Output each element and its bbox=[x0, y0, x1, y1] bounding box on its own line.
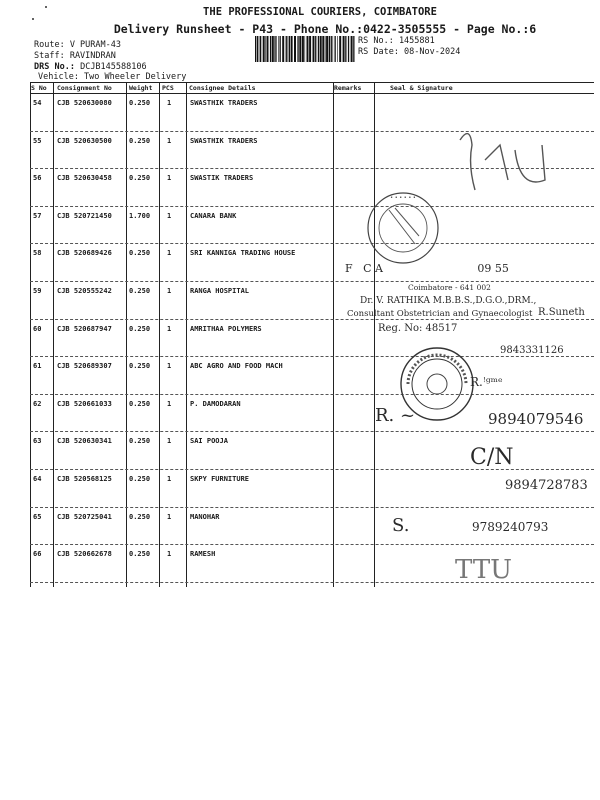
barcode-bar bbox=[333, 36, 334, 62]
barcode-bar bbox=[331, 36, 332, 62]
signature-row62-phone: 9894079546 bbox=[488, 410, 584, 428]
barcode-bar bbox=[257, 36, 258, 62]
cell-consignee: RAMESH bbox=[190, 550, 216, 559]
row-divider bbox=[30, 544, 594, 545]
barcode-bar bbox=[272, 36, 274, 62]
barcode bbox=[255, 36, 355, 62]
cell-sno: 54 bbox=[33, 99, 42, 107]
barcode-bar bbox=[294, 36, 296, 62]
barcode-bar bbox=[267, 36, 269, 62]
barcode-bar bbox=[339, 36, 341, 62]
col-header-seal: Seal & Signature bbox=[390, 84, 453, 92]
cell-pcs: 1 bbox=[167, 99, 172, 107]
row-divider bbox=[30, 243, 594, 244]
vehicle-label: Vehicle: Two Wheeler Delivery bbox=[38, 72, 187, 82]
col-header-weight: Weight bbox=[129, 84, 153, 92]
barcode-bar bbox=[297, 36, 298, 62]
cell-pcs: 1 bbox=[167, 287, 172, 295]
signature-row62-initial: R. ~ bbox=[375, 405, 416, 426]
barcode-bar bbox=[286, 36, 287, 62]
col-header-pcs: PCS bbox=[162, 84, 174, 92]
row-divider bbox=[30, 507, 594, 508]
cell-cno: CJB 520661033 bbox=[57, 399, 112, 408]
row-divider bbox=[30, 281, 594, 282]
cell-weight: 0.250 bbox=[129, 437, 151, 446]
barcode-bar bbox=[289, 36, 290, 62]
barcode-bar bbox=[259, 36, 260, 62]
barcode-bar bbox=[322, 36, 324, 62]
cell-pcs: 1 bbox=[167, 249, 172, 258]
col-divider bbox=[374, 82, 375, 587]
cell-weight: 0.250 bbox=[129, 362, 151, 371]
signature-row65-initial: S. bbox=[392, 515, 410, 536]
route-label: Route: V PURAM-43 bbox=[34, 40, 121, 50]
barcode-bar bbox=[282, 36, 284, 62]
cell-sno: 56 bbox=[33, 174, 42, 183]
cell-sno: 61 bbox=[33, 362, 42, 371]
barcode-bar bbox=[345, 36, 346, 62]
cell-cno: CJB 520630341 bbox=[57, 437, 112, 446]
cell-cno: CJB 520630500 bbox=[57, 136, 112, 145]
cell-consignee: RANGA HOSPITAL bbox=[190, 287, 250, 295]
cell-pcs: 1 bbox=[167, 211, 172, 220]
cell-sno: 57 bbox=[33, 211, 42, 220]
row-divider bbox=[30, 356, 594, 357]
cell-weight: 0.250 bbox=[129, 399, 151, 408]
staff-label: Staff: RAVINDRAN bbox=[34, 51, 116, 61]
barcode-bar bbox=[276, 36, 277, 62]
row-divider bbox=[30, 394, 594, 395]
drs-number bbox=[34, 62, 147, 72]
cell-sno: 60 bbox=[33, 324, 42, 333]
stamp-reg-number: Reg. No: 48517 bbox=[378, 323, 458, 334]
barcode-bar bbox=[318, 36, 319, 62]
barcode-bar bbox=[335, 36, 336, 62]
cell-pcs: 1 bbox=[167, 136, 172, 145]
col-divider bbox=[186, 82, 187, 587]
cell-cno: CJB 520721450 bbox=[57, 211, 112, 220]
cell-consignee: SWASTHIK TRADERS bbox=[190, 99, 258, 107]
cell-cno: CJB 520725041 bbox=[57, 512, 112, 521]
cell-cno: CJB 520687947 bbox=[57, 324, 112, 333]
barcode-bar bbox=[255, 36, 256, 62]
cell-weight: 0.250 bbox=[129, 324, 151, 333]
cell-consignee: ABC AGRO AND FOOD MACH bbox=[190, 362, 283, 371]
cell-sno: 59 bbox=[33, 287, 42, 295]
cell-pcs: 1 bbox=[167, 324, 172, 333]
cell-pcs: 1 bbox=[167, 550, 172, 559]
scan-speck bbox=[32, 18, 34, 20]
signature-row64-phone: 9894728783 bbox=[505, 478, 588, 493]
signature-row63: C/N bbox=[470, 445, 514, 470]
barcode-bar bbox=[270, 36, 271, 62]
signature-row65-phone: 9789240793 bbox=[472, 520, 549, 534]
cell-consignee: SRI KANNIGA TRADING HOUSE bbox=[190, 249, 296, 258]
cell-cno: CJB 520555242 bbox=[57, 287, 112, 295]
stamp-address: Coimbatore - 641 002 bbox=[408, 283, 491, 292]
cell-sno: 63 bbox=[33, 437, 42, 446]
handwritten-stamp-line: F C A 09 55 bbox=[345, 262, 509, 275]
barcode-bar bbox=[263, 36, 265, 62]
barcode-bar bbox=[260, 36, 261, 62]
table-top-border bbox=[30, 82, 594, 83]
barcode-bar bbox=[325, 36, 326, 62]
signature-row66: TTU bbox=[455, 555, 513, 585]
cell-weight: 1.700 bbox=[129, 211, 151, 220]
barcode-bar bbox=[343, 36, 345, 62]
barcode-bar bbox=[280, 36, 281, 62]
cell-weight: 0.250 bbox=[129, 550, 151, 559]
cell-sno: 58 bbox=[33, 249, 42, 258]
barcode-bar bbox=[288, 36, 289, 62]
cell-consignee: AMRITHAA POLYMERS bbox=[190, 324, 262, 333]
col-divider bbox=[159, 82, 160, 587]
cell-sno: 55 bbox=[33, 136, 42, 145]
col-divider bbox=[53, 82, 54, 587]
barcode-bar bbox=[326, 36, 328, 62]
cell-sno: 66 bbox=[33, 550, 42, 559]
cell-consignee: SKPY FURNITURE bbox=[190, 475, 250, 483]
cell-pcs: 1 bbox=[167, 174, 172, 183]
stamp-doctor-name: Dr. V. RATHIKA M.B.B.S.,D.G.O.,DRM., bbox=[360, 296, 537, 306]
cell-cno: CJB 520630458 bbox=[57, 174, 112, 183]
barcode-bar bbox=[265, 36, 266, 62]
cell-pcs: 1 bbox=[167, 512, 172, 521]
cell-pcs: 1 bbox=[167, 475, 172, 483]
barcode-bar bbox=[307, 36, 309, 62]
cell-weight: 0.250 bbox=[129, 136, 151, 145]
company-title: THE PROFESSIONAL COURIERS, COIMBATORE bbox=[203, 6, 437, 18]
rs-number: RS No.: 1455881 bbox=[358, 36, 435, 46]
drs-label: DRS No.: bbox=[34, 62, 75, 72]
barcode-bar bbox=[305, 36, 306, 62]
cell-consignee: SAI POOJA bbox=[190, 437, 228, 446]
col-divider bbox=[30, 82, 31, 587]
row-divider bbox=[30, 431, 594, 432]
barcode-bar bbox=[337, 36, 338, 62]
barcode-bar bbox=[353, 36, 354, 62]
col-divider bbox=[126, 82, 127, 587]
cell-weight: 0.250 bbox=[129, 174, 151, 183]
barcode-bar bbox=[302, 36, 304, 62]
cell-consignee: SWASTIK TRADERS bbox=[190, 174, 254, 183]
barcode-bar bbox=[291, 36, 293, 62]
barcode-bar bbox=[351, 36, 353, 62]
drs-value: DCJB145588106 bbox=[80, 62, 147, 72]
cell-sno: 65 bbox=[33, 512, 42, 521]
cell-consignee: SWASTHIK TRADERS bbox=[190, 136, 258, 145]
cell-cno: CJB 520630080 bbox=[57, 99, 112, 107]
cell-cno: CJB 520568125 bbox=[57, 475, 112, 483]
cell-weight: 0.250 bbox=[129, 249, 151, 258]
col-header-consignee: Consignee Details bbox=[189, 84, 256, 92]
col-header-consignment: Consignment No bbox=[57, 84, 112, 92]
cell-weight: 0.250 bbox=[129, 99, 151, 107]
barcode-bar bbox=[278, 36, 279, 62]
col-header-remarks: Remarks bbox=[334, 84, 362, 92]
barcode-bar bbox=[348, 36, 349, 62]
cell-sno: 62 bbox=[33, 399, 42, 408]
cell-consignee: CANARA BANK bbox=[190, 211, 237, 220]
cell-consignee: P. DAMODARAN bbox=[190, 399, 241, 408]
cell-cno: CJB 520689426 bbox=[57, 249, 112, 258]
barcode-bar bbox=[313, 36, 315, 62]
rs-date: RS Date: 08-Nov-2024 bbox=[358, 47, 461, 57]
cell-sno: 64 bbox=[33, 475, 42, 483]
cell-cno: CJB 520689307 bbox=[57, 362, 112, 371]
signature-scribble bbox=[430, 120, 560, 210]
barcode-bar bbox=[299, 36, 301, 62]
cell-cno: CJB 520662678 bbox=[57, 550, 112, 559]
barcode-bar bbox=[329, 36, 330, 62]
col-header-sno: S No bbox=[31, 84, 47, 92]
cell-pcs: 1 bbox=[167, 437, 172, 446]
cell-pcs: 1 bbox=[167, 399, 172, 408]
header-bottom-border bbox=[30, 93, 594, 94]
signature-row59: R.Suneth bbox=[538, 307, 585, 318]
cell-weight: 0.250 bbox=[129, 287, 151, 295]
signature-row60-phone: 9843331126 bbox=[500, 345, 564, 356]
svg-text:• • • • • •: • • • • • • bbox=[390, 195, 416, 201]
signature-row61: R.ꜝᵍᵐᵉ bbox=[470, 375, 503, 389]
cell-pcs: 1 bbox=[167, 362, 172, 371]
barcode-bar bbox=[320, 36, 322, 62]
stamp-doctor-title: Consultant Obstetrician and Gynaecologist bbox=[347, 309, 533, 319]
col-divider bbox=[333, 82, 334, 587]
cell-weight: 0.250 bbox=[129, 475, 151, 483]
cell-weight: 0.250 bbox=[129, 512, 151, 521]
barcode-bar bbox=[315, 36, 316, 62]
barcode-bar bbox=[274, 36, 275, 62]
runsheet-subtitle: Delivery Runsheet - P43 - Phone No.:0422-3505555 - Page No.:6 bbox=[113, 22, 537, 36]
barcode-bar bbox=[309, 36, 311, 62]
cell-consignee: MANOHAR bbox=[190, 512, 220, 521]
